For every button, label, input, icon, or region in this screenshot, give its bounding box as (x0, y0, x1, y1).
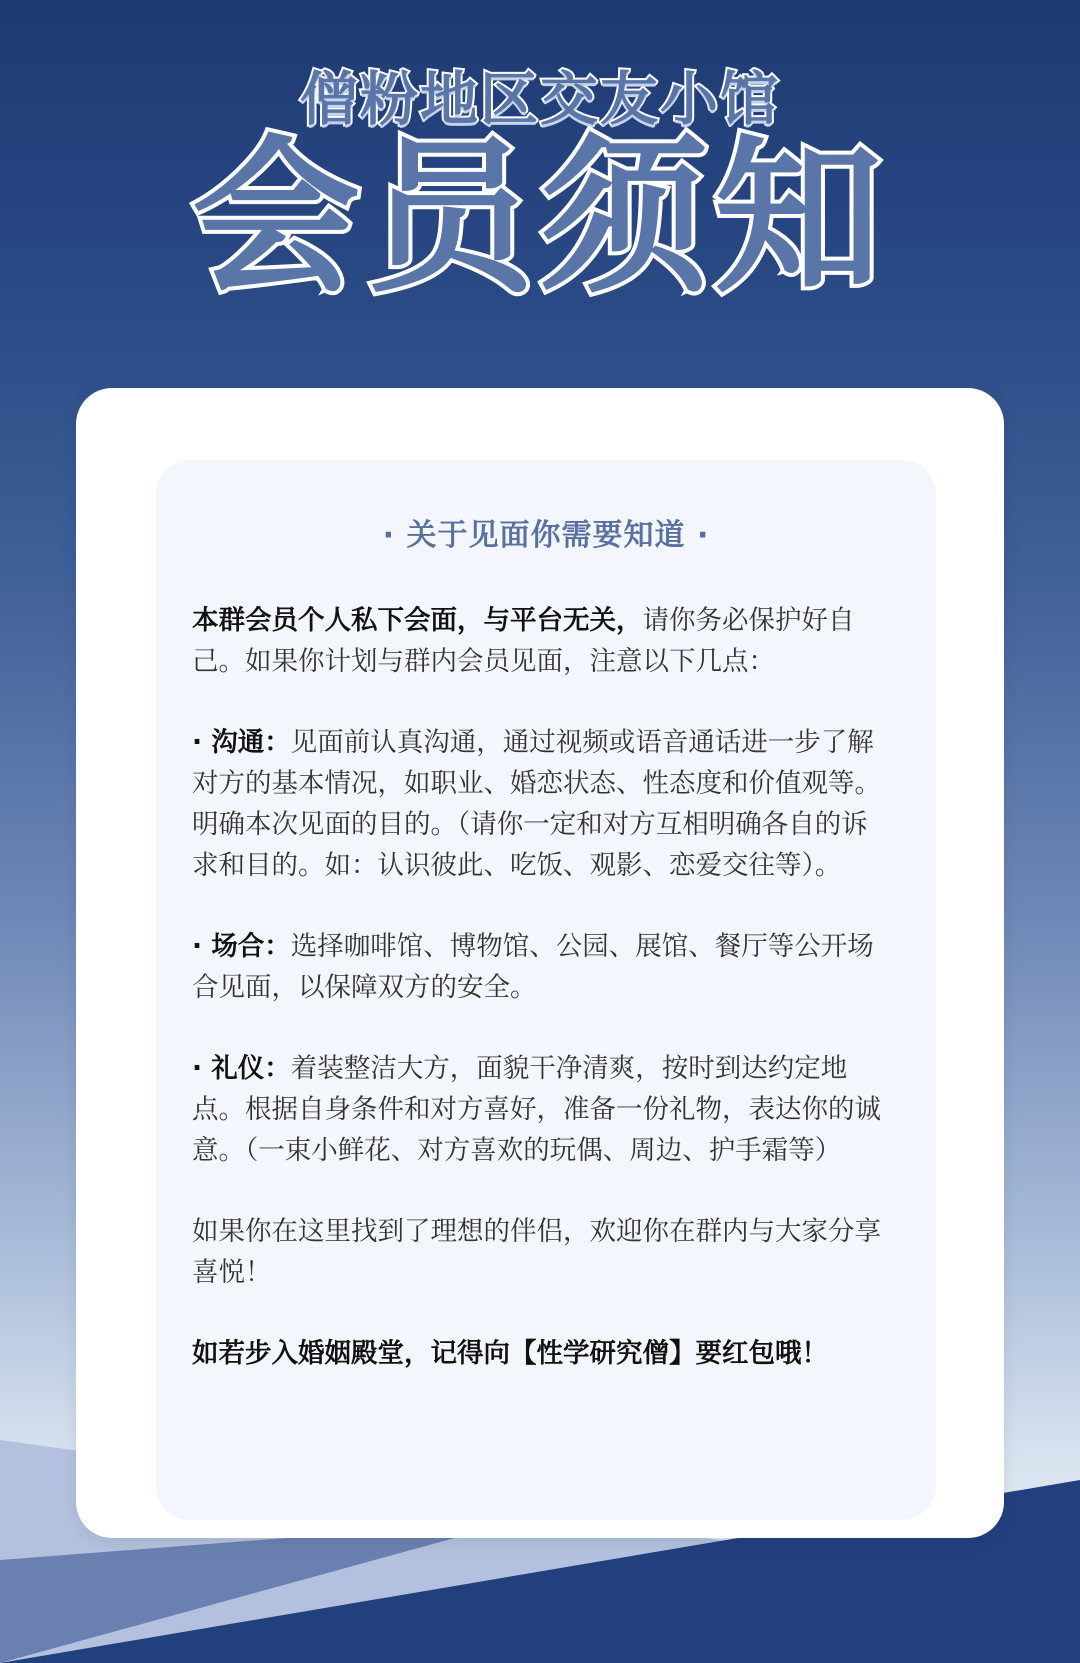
item-communication (192, 722, 892, 886)
notice-content (192, 600, 892, 1414)
header (0, 0, 1080, 380)
closing-paragraph: 如果你在这里找到了理想的伴侣，欢迎你在群内与大家分享喜悦！ (192, 1216, 881, 1288)
item-venue-label: · 场合： (192, 931, 291, 962)
item-etiquette-text: 着装整洁大方，面貌干净清爽，按时到达约定地点。根据自身条件和对方喜好，准备一份礼物，表达你的诚意。（一束小鲜花、对方喜欢的玩偶、周边、护手霜等） (192, 1053, 881, 1166)
item-venue (192, 926, 892, 1008)
notice-card (76, 388, 1004, 1538)
intro-paragraph (192, 600, 892, 682)
item-etiquette-label: · 礼仪： (192, 1053, 291, 1084)
intro-bold: 本群会员个人私下会面，与平台无关， (192, 605, 643, 636)
item-etiquette (192, 1048, 892, 1171)
page-title: 会员须知 (192, 120, 888, 316)
item-venue-text: 选择咖啡馆、博物馆、公园、展馆、餐厅等公开场合见面，以保障双方的安全。 (192, 931, 874, 1003)
item-communication-text: 见面前认真沟通，通过视频或语音通话进一步了解对方的基本情况，如职业、婚恋状态、性态度和价值观等。明确本次见面的目的。（请你一定和对方互相明确各自的诉求和目的。如：认识彼此、吃饭、观影、恋爱交往等）。 (192, 727, 881, 881)
page-subtitle: 僧粉地区交友小馆 (299, 65, 780, 133)
item-communication-label: · 沟通： (192, 727, 291, 758)
final-paragraph: 如若步入婚姻殿堂，记得向【性学研究僧】要红包哦！ (192, 1338, 828, 1369)
section-heading: · 关于见面你需要知道 · (382, 518, 710, 553)
intro-text: 请你务必保护好自己。如果你计划与群内会员见面，注意以下几点： (192, 605, 855, 677)
notice-inner-panel (156, 460, 936, 1520)
